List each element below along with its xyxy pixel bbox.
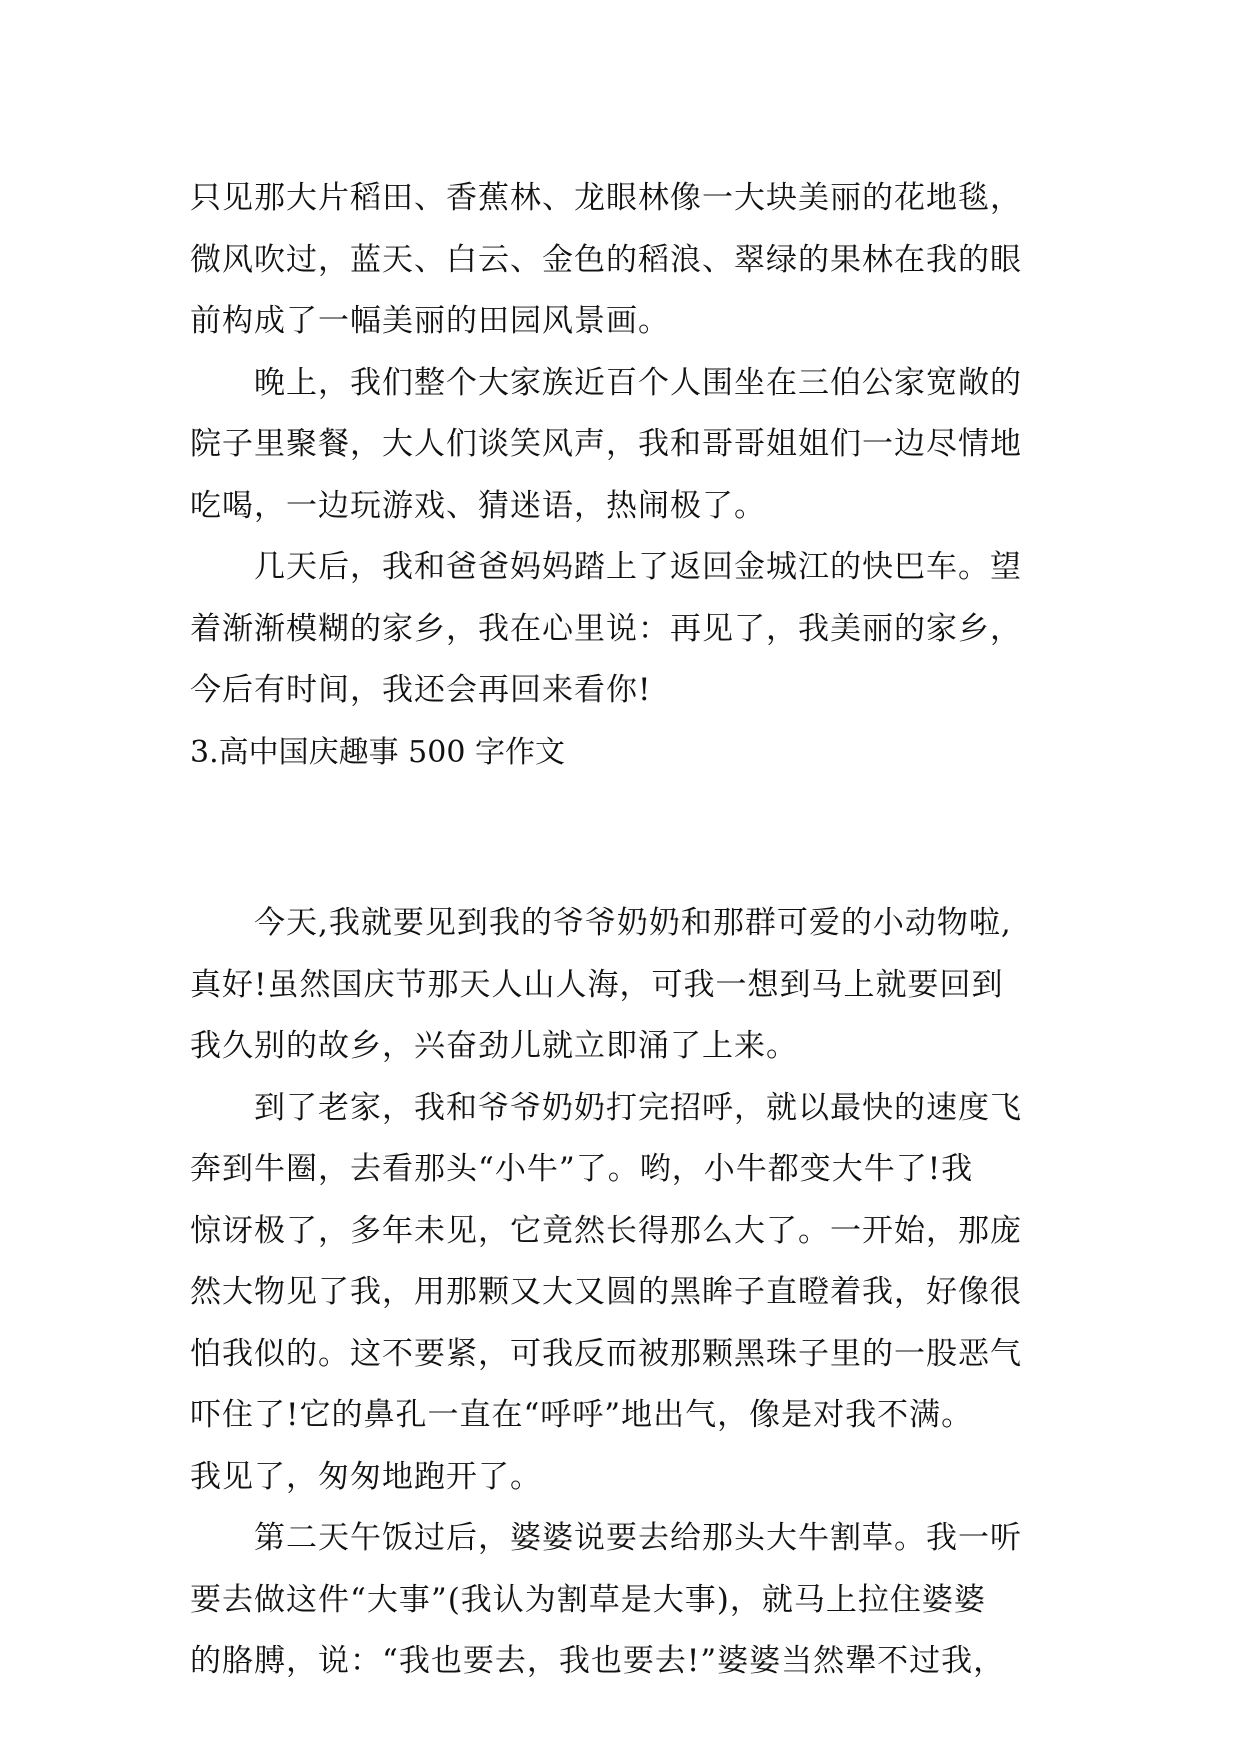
text-line: 几天后，我和爸爸妈妈踏上了返回金城江的快巴车。望 [254,549,1022,585]
paragraph [190,168,1060,353]
text-line: 奔到牛圈，去看那头“小牛”了。哟，小牛都变大牛了!我 [190,1151,974,1187]
text-line: 今天,我就要见到我的爷爷奶奶和那群可爱的小动物啦, [254,905,1012,941]
text-line: 要去做这件“大事”(我认为割草是大事)，就马上拉住婆婆 [190,1581,986,1618]
paragraph [190,353,1060,538]
paragraph [190,537,1060,722]
text-line: 晚上，我们整个大家族近百个人围坐在三伯公家宽敞的 [254,364,1022,401]
text-line: 我久别的故乡，兴奋劲儿就立即涌了上来。 [190,1028,798,1064]
text-line: 微风吹过，蓝天、白云、金色的稻浪、翠绿的果林在我的眼 [190,241,1022,278]
text-line: 怕我似的。这不要紧，可我反而被那颗黑珠子里的一股恶气 [190,1335,1022,1372]
spacer [190,783,1060,893]
text-line: 的胳膊，说：“我也要去，我也要去!”婆婆当然犟不过我， [190,1643,1006,1679]
text-line: 吃喝，一边玩游戏、猜迷语，热闹极了。 [190,487,766,524]
text-line: 真好!虽然国庆节那天人山人海，可我一想到马上就要回到 [190,966,1004,1003]
text-line: 着渐渐模糊的家乡，我在心里说：再见了，我美丽的家乡， [190,610,1022,647]
paragraph [190,893,1060,1078]
text-line: 前构成了一幅美丽的田园风景画。 [190,303,670,339]
text-line: 今后有时间，我还会再回来看你! [190,672,652,708]
text-line: 我见了，匆匆地跑开了。 [190,1458,542,1495]
section-heading: 3.高中国庆趣事 500 字作文 [190,734,565,770]
document-body [190,168,1060,1693]
paragraph [190,1078,1060,1509]
text-line: 院子里聚餐，大人们谈笑风声，我和哥哥姐姐们一边尽情地 [190,426,1022,462]
text-line: 吓住了!它的鼻孔一直在“呼呼”地出气，像是对我不满。 [190,1397,974,1433]
text-line: 然大物见了我，用那颗又大又圆的黑眸子直瞪着我，好像很 [190,1274,1022,1310]
text-line: 只见那大片稻田、香蕉林、龙眼林像一大块美丽的花地毯， [190,180,1022,216]
text-line: 到了老家，我和爷爷奶奶打完招呼，就以最快的速度飞 [254,1089,1022,1126]
text-line: 惊讶极了，多年未见，它竟然长得那么大了。一开始，那庞 [190,1212,1022,1249]
paragraph [190,1508,1060,1693]
text-line: 第二天午饭过后，婆婆说要去给那头大牛割草。我一听 [254,1520,1022,1556]
